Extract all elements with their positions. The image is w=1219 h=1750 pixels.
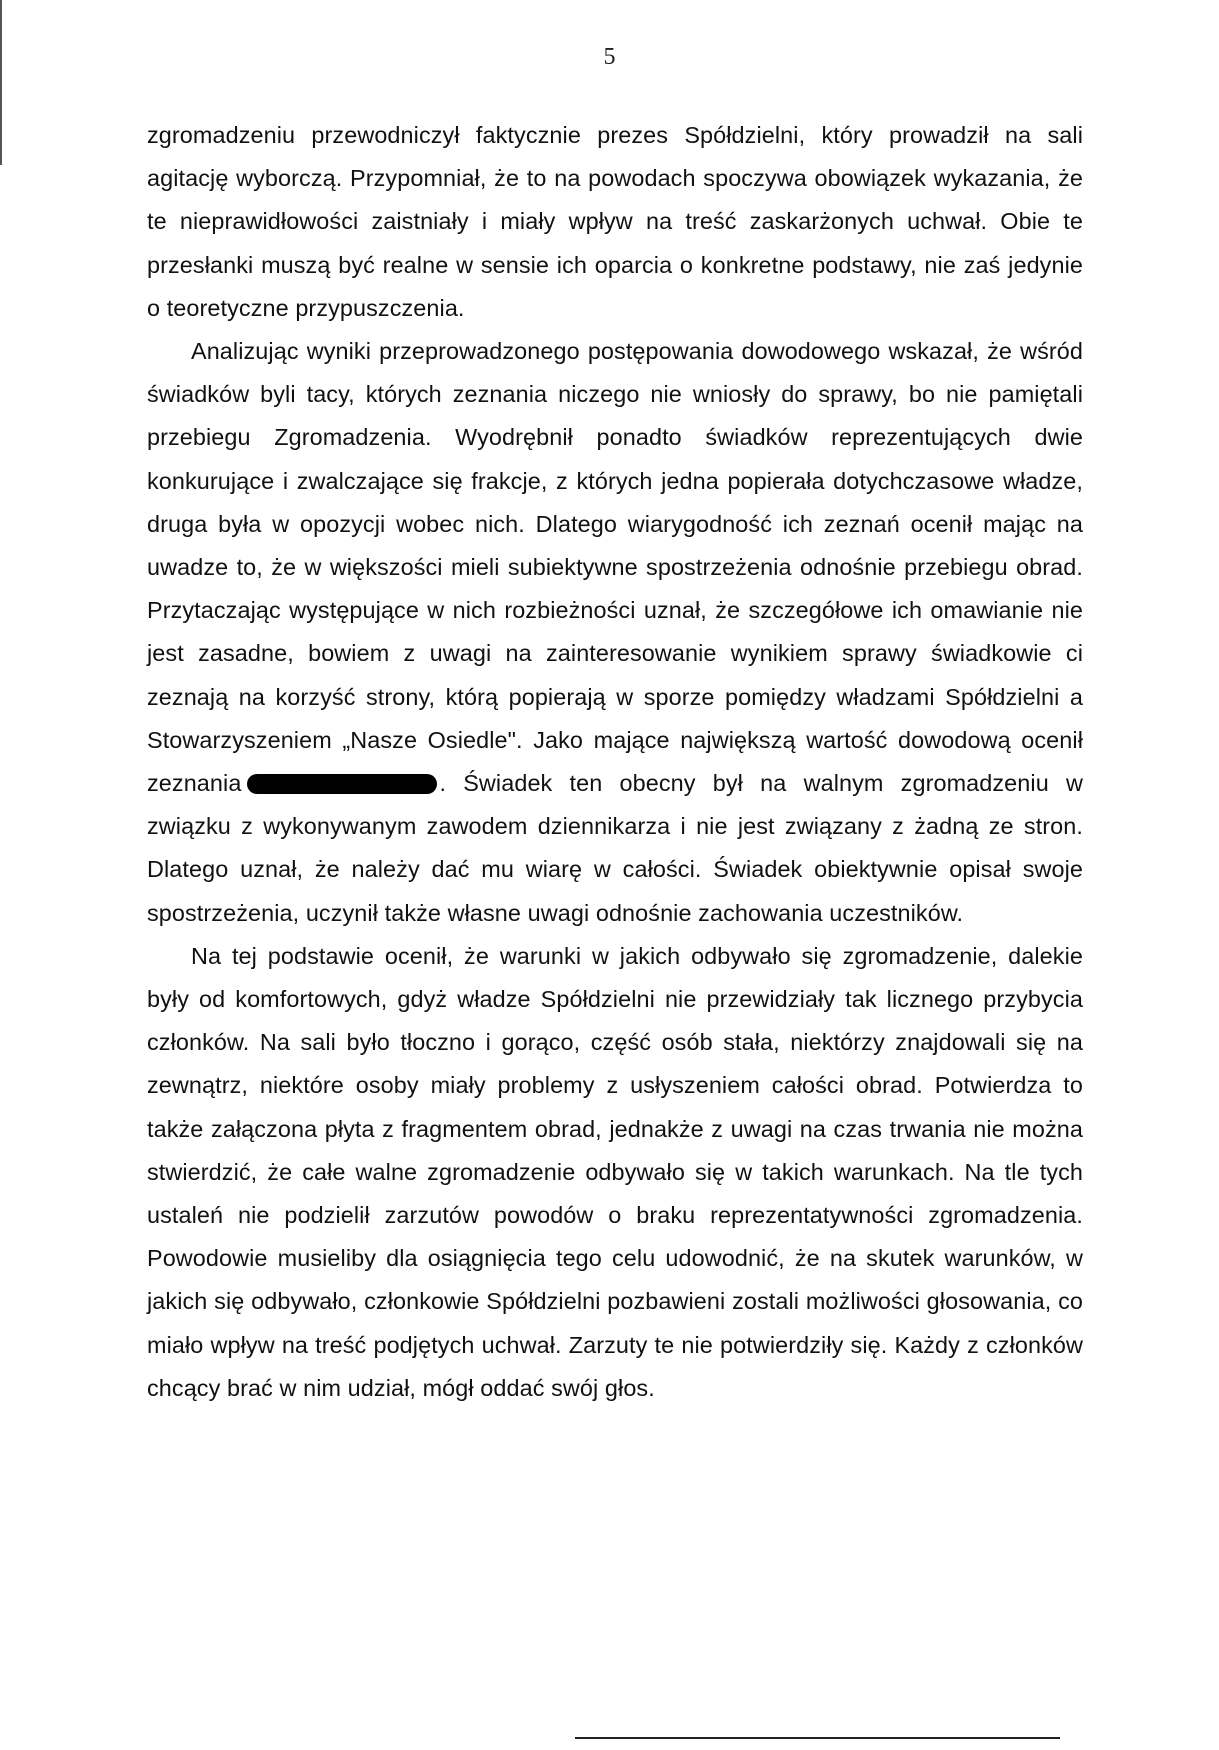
- document-body: [147, 114, 1083, 1410]
- paragraph-2-text-after-redaction: . Świadek ten obecny był na walnym zgromadzeniu w związku z wykonywanym zawodem dziennikarza i nie jest związany z żadną ze stron. Dlatego uznał, że należy dać mu wiarę w całości. Świadek obiektywnie opisał swoje spostrzeżenia, uczynił także własne uwagi odnośnie zachowania uczestników.: [147, 770, 1083, 926]
- paragraph-1: zgromadzeniu przewodniczył faktycznie prezes Spółdzielni, który prowadził na sali agitację wyborczą. Przypomniał, że to na powodach spoczywa obowiązek wykazania, że te nieprawidłowości zaistniały i miały wpływ na treść zaskarżonych uchwał. Obie te przesłanki muszą być realne w sensie ich oparcia o konkretne podstawy, nie zaś jedynie o teoretyczne przypuszczenia.: [147, 122, 1083, 321]
- scan-edge-mark: [0, 0, 2, 165]
- paragraph-2: [147, 330, 1083, 935]
- paragraph-2-text-before-redaction: Analizując wyniki przeprowadzonego postępowania dowodowego wskazał, że wśród świadków byli tacy, których zeznania niczego nie wniosły do sprawy, bo nie pamiętali przebiegu Zgromadzenia. Wyodrębnił ponadto świadków reprezentujących dwie konkurujące i zwalczające się frakcje, z których jedna popierała dotychczasowe władze, druga była w opozycji wobec nich. Dlatego wiarygodność ich zeznań ocenił mając na uwadze to, że w większości mieli subiektywne spostrzeżenia odnośnie przebiegu obrad. Przytaczając występujące w nich rozbieżności uznał, że szczegółowe ich omawianie nie jest zasadne, bowiem z uwagi na zainteresowanie wynikiem sprawy świadkowie ci zeznają na korzyść strony, którą popierają w sporze pomiędzy władzami Spółdzielni a Stowarzyszeniem „Nasze Osiedle". Jako mające największą wartość dowodową ocenił zeznania: [147, 338, 1083, 797]
- redacted-name: [247, 774, 437, 794]
- paragraph-3: Na tej podstawie ocenił, że warunki w jakich odbywało się zgromadzenie, dalekie były od komfortowych, gdyż władze Spółdzielni nie przewidziały tak licznego przybycia członków. Na sali było tłoczno i gorąco, część osób stała, niektórzy znajdowali się na zewnątrz, niektóre osoby miały problemy z usłyszeniem całości obrad. Potwierdza to także załączona płyta z fragmentem obrad, jednakże z uwagi na czas trwania nie można stwierdzić, że całe walne zgromadzenie odbywało się w takich warunkach. Na tle tych ustaleń nie podzielił zarzutów powodów o braku reprezentatywności zgromadzenia. Powodowie musieliby dla osiągnięcia tego celu udowodnić, że na skutek warunków, w jakich się odbywało, członkowie Spółdzielni pozbawieni zostali możliwości głosowania, co miało wpływ na treść podjętych uchwał. Zarzuty te nie potwierdziły się. Każdy z członków chcący brać w nim udział, mógł oddać swój głos.: [147, 942, 1083, 1401]
- page-number: 5: [603, 44, 616, 70]
- footer-rule: [575, 1737, 1060, 1739]
